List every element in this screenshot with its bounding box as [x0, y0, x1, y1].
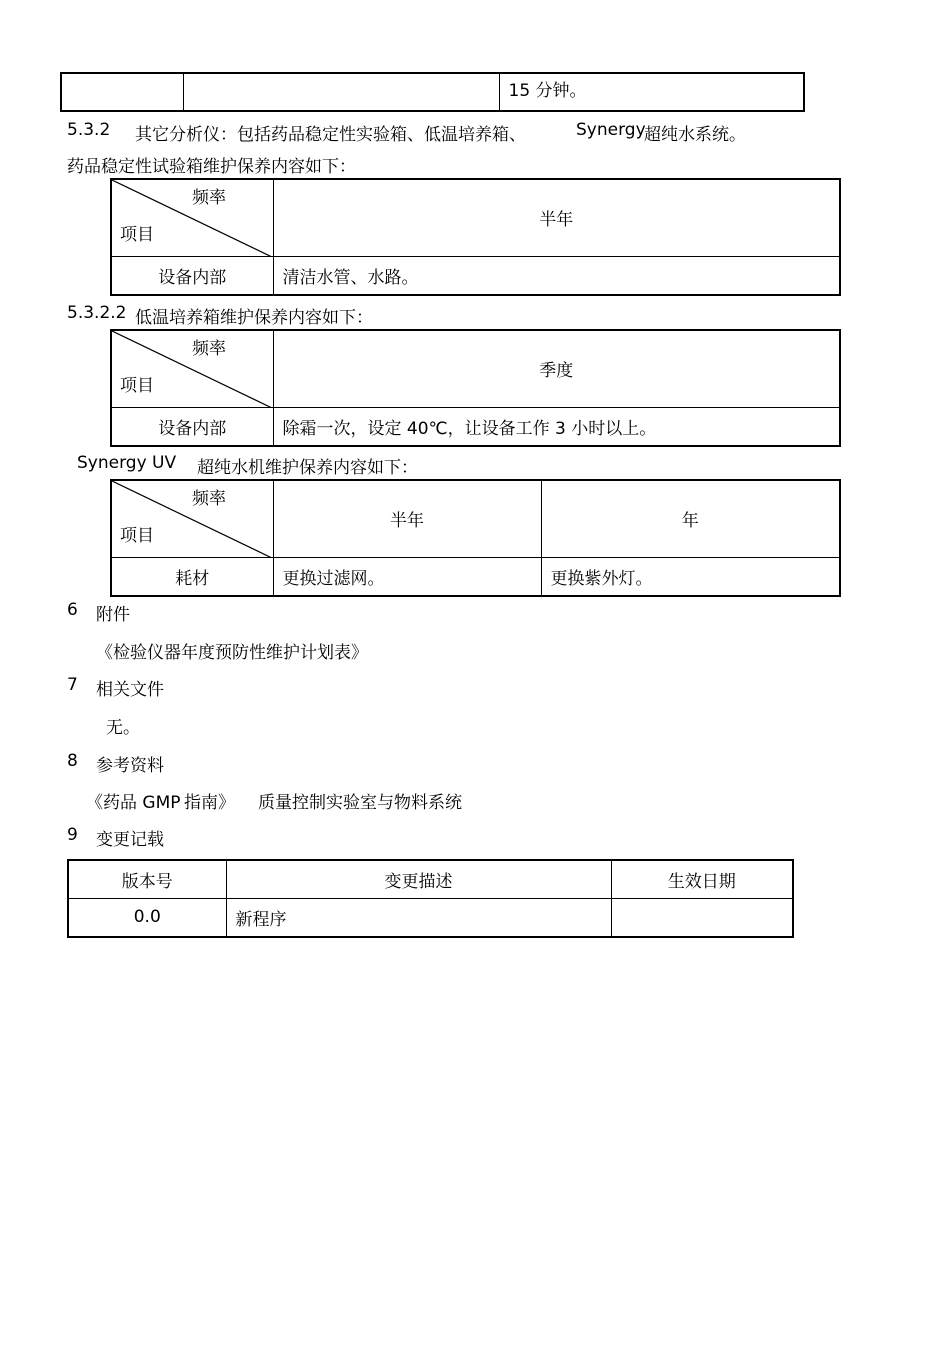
section-8-reference-a: 《药品 GMP: [86, 793, 181, 813]
header-version: 版本号: [68, 860, 226, 898]
top-table-cell-3: 15 分钟。: [499, 73, 804, 111]
section-5-3-2-number: 5.3.2: [67, 120, 111, 140]
section-7-content: 无。: [106, 718, 140, 738]
section-5-3-2-text: 其它分析仪：包括药品稳定性实验箱、低温培养箱、: [135, 125, 526, 145]
section-8-number: 8: [67, 751, 78, 771]
frequency-header-year: 年: [541, 480, 840, 557]
top-table-cell-1: [61, 73, 183, 111]
section-5-3-2-tail: 超纯水系统。: [644, 125, 746, 145]
section-8-reference-c: 质量控制实验室与物料系统: [258, 793, 462, 813]
frequency-label: 频率: [192, 339, 226, 359]
frequency-header: 季度: [273, 330, 840, 407]
row-value-half-year: 更换过滤网。: [273, 557, 541, 596]
change-record-table: [67, 859, 794, 938]
row-label: 耗材: [111, 557, 273, 596]
table-row: [68, 898, 793, 937]
diagonal-header-cell: [111, 330, 273, 407]
item-label: 项目: [120, 376, 154, 396]
section-6-content: 《检验仪器年度预防性维护计划表》: [96, 643, 368, 663]
header-description: 变更描述: [226, 860, 611, 898]
top-table-cell-2: [183, 73, 499, 111]
header-effective-date: 生效日期: [611, 860, 793, 898]
frequency-label: 频率: [192, 489, 226, 509]
row-value-year: 更换紫外灯。: [541, 557, 840, 596]
diagonal-header-cell: [111, 480, 273, 557]
stability-box-intro: 药品稳定性试验箱维护保养内容如下：: [67, 157, 356, 177]
section-5-3-2-brand: Synergy: [576, 120, 646, 140]
section-8-reference-b: 指南》: [184, 793, 235, 813]
section-8-title: 参考资料: [96, 756, 164, 776]
section-5-3-2-2-text: 低温培养箱维护保养内容如下：: [135, 308, 373, 328]
frequency-header: 半年: [273, 179, 840, 256]
row-value: 清洁水管、水路。: [273, 256, 840, 295]
cell-version: 0.0: [68, 898, 226, 937]
item-label: 项目: [120, 526, 154, 546]
row-label: 设备内部: [111, 407, 273, 446]
low-temp-incubator-table: [110, 329, 841, 447]
section-5-3-2-2-number: 5.3.2.2: [67, 303, 127, 323]
row-value: 除霜一次，设定 40℃，让设备工作 3 小时以上。: [273, 407, 840, 446]
section-6-title: 附件: [96, 605, 130, 625]
section-6-number: 6: [67, 600, 78, 620]
section-9-number: 9: [67, 825, 78, 845]
cell-description: 新程序: [226, 898, 611, 937]
frequency-label: 频率: [192, 188, 226, 208]
item-label: 项目: [120, 225, 154, 245]
synergy-uv-intro-text: 超纯水机维护保养内容如下：: [197, 458, 418, 478]
ultrapure-water-table: [110, 479, 841, 597]
section-9-title: 变更记载: [96, 830, 164, 850]
stability-box-table: [110, 178, 841, 296]
frequency-header-half-year: 半年: [273, 480, 541, 557]
top-table: [60, 72, 805, 112]
section-7-number: 7: [67, 675, 78, 695]
row-label: 设备内部: [111, 256, 273, 295]
diagonal-header-cell: [111, 179, 273, 256]
synergy-uv-brand: Synergy UV: [77, 453, 177, 473]
section-7-title: 相关文件: [96, 680, 164, 700]
cell-effective-date: [611, 898, 793, 937]
